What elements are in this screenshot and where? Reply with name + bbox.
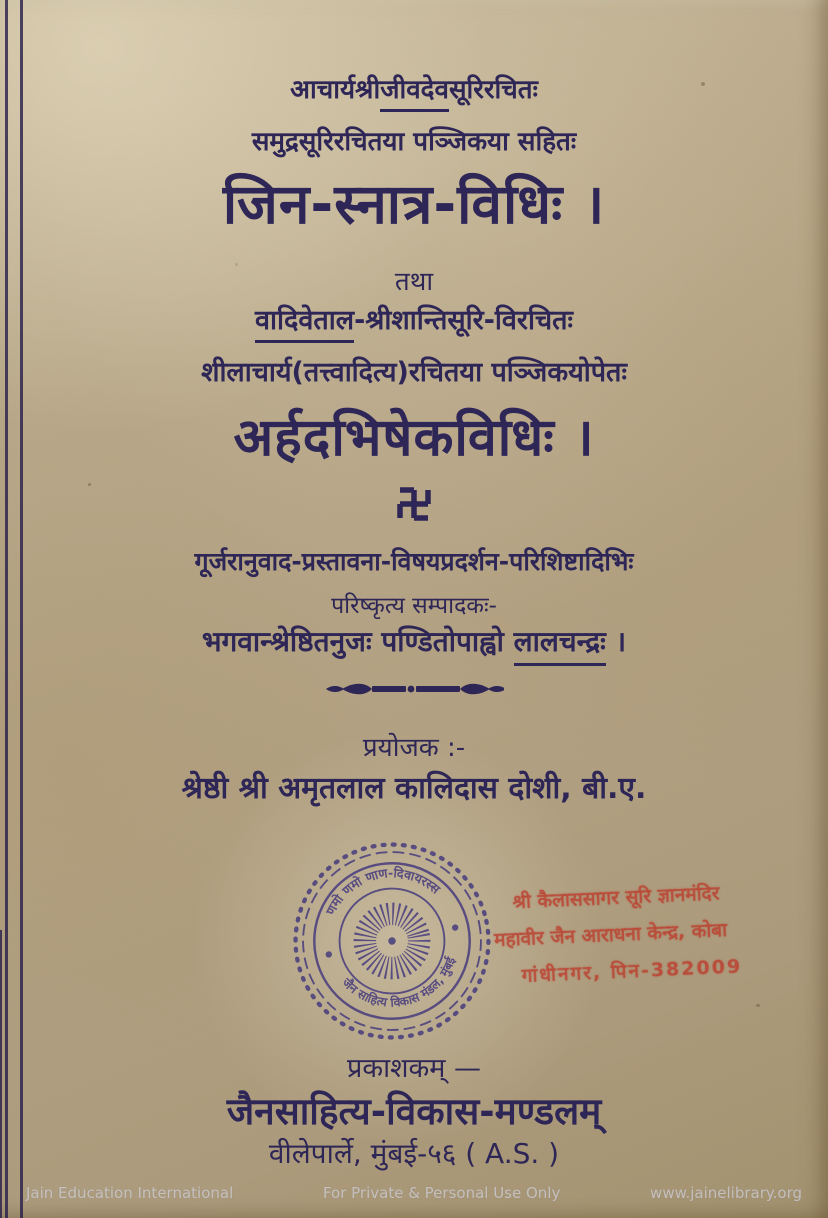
publisher-name: जैनसाहित्य-विकास-मण्डलम्	[226, 1090, 602, 1133]
header-line1-underlined: जीवदेव	[380, 70, 449, 112]
seal-center-dot	[388, 937, 397, 946]
publisher-address: वीलेपार्ले, मुंबई-५६ ( A.S. )	[268, 1137, 560, 1170]
seal-top-arc-text: णमो णमो णाण-दिवायरस्स	[322, 865, 444, 918]
conjunction-tatha: तथा	[394, 267, 434, 297]
header-attribution-line1	[0, 70, 828, 112]
second-title: अर्हदभिषेकविधिः ।	[233, 408, 595, 468]
watermark-left: Jain Education International	[26, 1184, 234, 1202]
editor-line3-underlined: लालचन्द्रः	[514, 622, 606, 666]
editor-label-line: परिष्कृत्य सम्पादकः-	[331, 593, 497, 619]
ornamental-divider	[324, 678, 504, 700]
seal-side-dot	[451, 924, 459, 932]
paper-speck	[88, 483, 91, 486]
editor-line3-pre: भगवान्श्रेष्ठितनुजः पण्डितोपाह्वो	[201, 625, 514, 658]
publisher-label: प्रकाशकम् —	[347, 1053, 481, 1084]
header-line1-pre: आचार्यश्री	[290, 75, 381, 105]
author-line1-underlined: वादिवेताल	[255, 300, 354, 343]
editor-line3-post: ।	[605, 625, 627, 658]
seal-side-dot	[325, 951, 333, 959]
stamp-line3: गांधीनगर, पिन-382009	[521, 955, 743, 987]
patron-label: प्रयोजक :-	[362, 733, 466, 763]
main-title: जिन-स्नात्र-विधिः ।	[222, 172, 606, 236]
author-attribution-line1	[0, 300, 828, 343]
watermark-right: www.jainelibrary.org	[650, 1184, 802, 1202]
watermark-center: For Private & Personal Use Only	[322, 1184, 561, 1202]
editor-description-line: गूर्जरानुवाद-प्रस्तावना-विषयप्रदर्शन-परिशिष्टादिभिः	[194, 547, 634, 576]
author-line1-post: -श्रीशान्तिसूरि-विरचितः	[354, 305, 573, 336]
scan-watermark-footer	[0, 1184, 828, 1202]
stamp-line1: श्री कैलाससागर सूरि ज्ञानमंदिर	[512, 882, 720, 914]
author-attribution-line2: शीलाचार्य(तत्त्वादित्य)रचितया पञ्जिकयोपेतः	[201, 357, 627, 388]
patron-name: श्रेष्ठी श्री अमृतलाल कालिदास दोशी, बी.ए.	[181, 771, 647, 806]
stamp-line2: महावीर जैन आराधना केन्द्र, कोबा	[493, 919, 728, 952]
editor-name-line	[0, 622, 828, 666]
header-line1-post: सूरिरचितः	[448, 75, 538, 105]
swastika-icon	[394, 484, 434, 524]
header-attribution-line2: समुद्रसूरिरचितया पञ्जिकया सहितः	[251, 127, 577, 157]
library-stamp	[492, 867, 828, 996]
publisher-seal	[289, 838, 495, 1044]
seal-bottom-arc-text: जैन साहित्य विकास मंडल, मुंबई	[339, 955, 458, 1010]
paper-speck	[756, 1004, 760, 1007]
